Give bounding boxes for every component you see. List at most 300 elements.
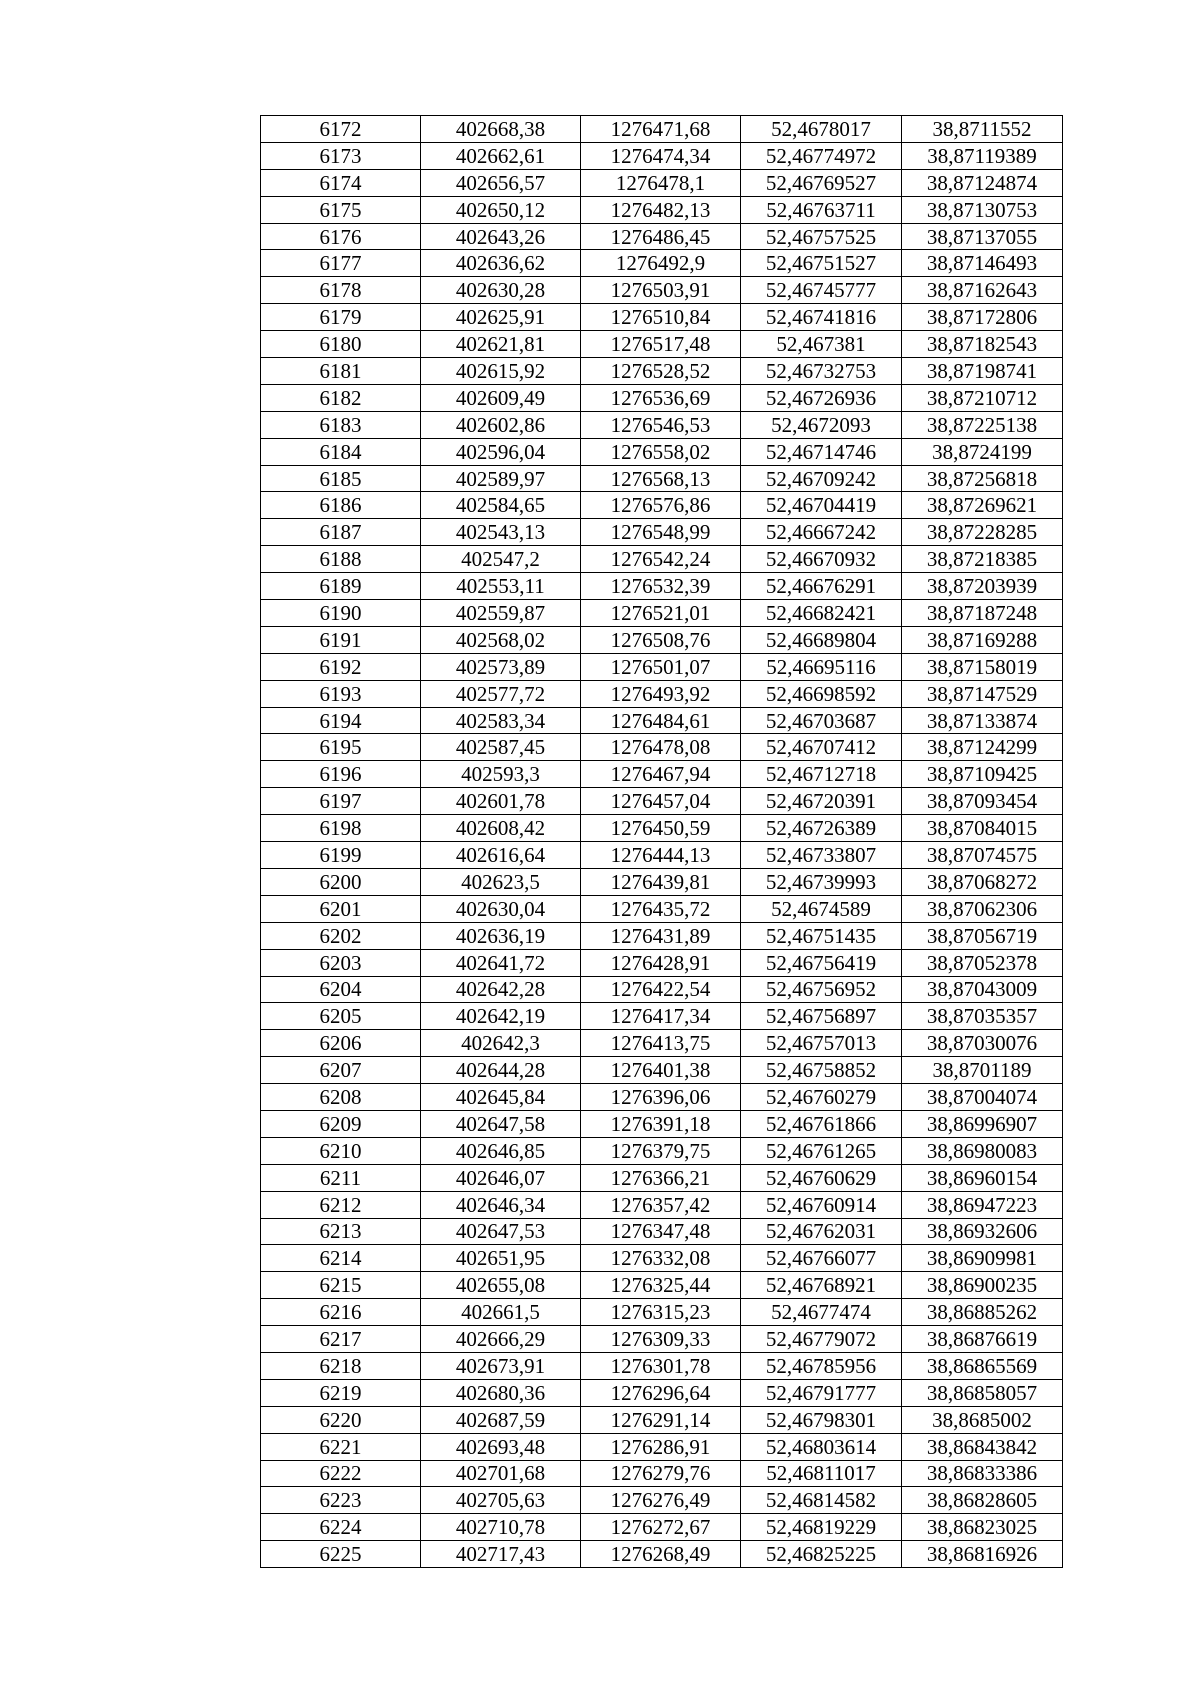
table-row xyxy=(261,1218,1063,1245)
x-coordinate-cell: 402543,13 xyxy=(421,519,581,546)
y-coordinate-cell: 1276503,91 xyxy=(581,277,741,304)
latitude-cell: 52,46758852 xyxy=(741,1057,902,1084)
x-coordinate-cell: 402602,86 xyxy=(421,411,581,438)
coordinates-table-body xyxy=(261,116,1063,1568)
point-number-cell: 6175 xyxy=(261,196,421,223)
y-coordinate-cell: 1276532,39 xyxy=(581,573,741,600)
table-row xyxy=(261,976,1063,1003)
longitude-cell: 38,87052378 xyxy=(902,949,1063,976)
latitude-cell: 52,46766077 xyxy=(741,1245,902,1272)
longitude-cell: 38,87130753 xyxy=(902,196,1063,223)
point-number-cell: 6179 xyxy=(261,304,421,331)
point-number-cell: 6224 xyxy=(261,1514,421,1541)
latitude-cell: 52,46760629 xyxy=(741,1164,902,1191)
y-coordinate-cell: 1276501,07 xyxy=(581,653,741,680)
point-number-cell: 6213 xyxy=(261,1218,421,1245)
latitude-cell: 52,46714746 xyxy=(741,438,902,465)
longitude-cell: 38,87198741 xyxy=(902,358,1063,385)
y-coordinate-cell: 1276439,81 xyxy=(581,868,741,895)
point-number-cell: 6188 xyxy=(261,546,421,573)
longitude-cell: 38,87068272 xyxy=(902,868,1063,895)
latitude-cell: 52,46704419 xyxy=(741,492,902,519)
table-row xyxy=(261,1379,1063,1406)
table-row xyxy=(261,949,1063,976)
point-number-cell: 6204 xyxy=(261,976,421,1003)
latitude-cell: 52,46768921 xyxy=(741,1272,902,1299)
x-coordinate-cell: 402547,2 xyxy=(421,546,581,573)
x-coordinate-cell: 402568,02 xyxy=(421,626,581,653)
y-coordinate-cell: 1276379,75 xyxy=(581,1137,741,1164)
y-coordinate-cell: 1276272,67 xyxy=(581,1514,741,1541)
x-coordinate-cell: 402655,08 xyxy=(421,1272,581,1299)
y-coordinate-cell: 1276478,1 xyxy=(581,169,741,196)
latitude-cell: 52,46757013 xyxy=(741,1030,902,1057)
point-number-cell: 6203 xyxy=(261,949,421,976)
point-number-cell: 6182 xyxy=(261,384,421,411)
longitude-cell: 38,87158019 xyxy=(902,653,1063,680)
longitude-cell: 38,87133874 xyxy=(902,707,1063,734)
longitude-cell: 38,87043009 xyxy=(902,976,1063,1003)
point-number-cell: 6225 xyxy=(261,1541,421,1568)
y-coordinate-cell: 1276576,86 xyxy=(581,492,741,519)
x-coordinate-cell: 402680,36 xyxy=(421,1379,581,1406)
table-row xyxy=(261,1433,1063,1460)
x-coordinate-cell: 402642,19 xyxy=(421,1003,581,1030)
point-number-cell: 6174 xyxy=(261,169,421,196)
y-coordinate-cell: 1276546,53 xyxy=(581,411,741,438)
table-row xyxy=(261,1541,1063,1568)
y-coordinate-cell: 1276568,13 xyxy=(581,465,741,492)
x-coordinate-cell: 402587,45 xyxy=(421,734,581,761)
point-number-cell: 6217 xyxy=(261,1326,421,1353)
latitude-cell: 52,46762031 xyxy=(741,1218,902,1245)
point-number-cell: 6223 xyxy=(261,1487,421,1514)
latitude-cell: 52,46689804 xyxy=(741,626,902,653)
longitude-cell: 38,87109425 xyxy=(902,761,1063,788)
latitude-cell: 52,46703687 xyxy=(741,707,902,734)
point-number-cell: 6193 xyxy=(261,680,421,707)
table-row xyxy=(261,1299,1063,1326)
y-coordinate-cell: 1276492,9 xyxy=(581,250,741,277)
longitude-cell: 38,86828605 xyxy=(902,1487,1063,1514)
latitude-cell: 52,46779072 xyxy=(741,1326,902,1353)
latitude-cell: 52,46756419 xyxy=(741,949,902,976)
longitude-cell: 38,87119389 xyxy=(902,142,1063,169)
table-row xyxy=(261,600,1063,627)
latitude-cell: 52,46791777 xyxy=(741,1379,902,1406)
table-row xyxy=(261,626,1063,653)
y-coordinate-cell: 1276396,06 xyxy=(581,1084,741,1111)
table-row xyxy=(261,358,1063,385)
y-coordinate-cell: 1276542,24 xyxy=(581,546,741,573)
x-coordinate-cell: 402646,07 xyxy=(421,1164,581,1191)
x-coordinate-cell: 402701,68 xyxy=(421,1460,581,1487)
longitude-cell: 38,87137055 xyxy=(902,223,1063,250)
latitude-cell: 52,4677474 xyxy=(741,1299,902,1326)
point-number-cell: 6215 xyxy=(261,1272,421,1299)
x-coordinate-cell: 402646,34 xyxy=(421,1191,581,1218)
point-number-cell: 6221 xyxy=(261,1433,421,1460)
x-coordinate-cell: 402559,87 xyxy=(421,600,581,627)
x-coordinate-cell: 402650,12 xyxy=(421,196,581,223)
longitude-cell: 38,86996907 xyxy=(902,1110,1063,1137)
y-coordinate-cell: 1276291,14 xyxy=(581,1406,741,1433)
point-number-cell: 6173 xyxy=(261,142,421,169)
point-number-cell: 6176 xyxy=(261,223,421,250)
y-coordinate-cell: 1276301,78 xyxy=(581,1352,741,1379)
y-coordinate-cell: 1276417,34 xyxy=(581,1003,741,1030)
x-coordinate-cell: 402642,28 xyxy=(421,976,581,1003)
x-coordinate-cell: 402647,53 xyxy=(421,1218,581,1245)
y-coordinate-cell: 1276279,76 xyxy=(581,1460,741,1487)
table-row xyxy=(261,1030,1063,1057)
longitude-cell: 38,86858057 xyxy=(902,1379,1063,1406)
latitude-cell: 52,46761265 xyxy=(741,1137,902,1164)
point-number-cell: 6211 xyxy=(261,1164,421,1191)
table-row xyxy=(261,1110,1063,1137)
x-coordinate-cell: 402641,72 xyxy=(421,949,581,976)
y-coordinate-cell: 1276435,72 xyxy=(581,895,741,922)
table-row xyxy=(261,788,1063,815)
point-number-cell: 6212 xyxy=(261,1191,421,1218)
x-coordinate-cell: 402636,62 xyxy=(421,250,581,277)
table-row xyxy=(261,384,1063,411)
longitude-cell: 38,87162643 xyxy=(902,277,1063,304)
longitude-cell: 38,87169288 xyxy=(902,626,1063,653)
table-row xyxy=(261,250,1063,277)
table-row xyxy=(261,142,1063,169)
point-number-cell: 6172 xyxy=(261,116,421,143)
table-row xyxy=(261,116,1063,143)
x-coordinate-cell: 402609,49 xyxy=(421,384,581,411)
latitude-cell: 52,46757525 xyxy=(741,223,902,250)
point-number-cell: 6183 xyxy=(261,411,421,438)
point-number-cell: 6180 xyxy=(261,331,421,358)
y-coordinate-cell: 1276558,02 xyxy=(581,438,741,465)
longitude-cell: 38,8711552 xyxy=(902,116,1063,143)
point-number-cell: 6200 xyxy=(261,868,421,895)
longitude-cell: 38,87182543 xyxy=(902,331,1063,358)
latitude-cell: 52,46774972 xyxy=(741,142,902,169)
table-row xyxy=(261,1191,1063,1218)
longitude-cell: 38,86865569 xyxy=(902,1352,1063,1379)
y-coordinate-cell: 1276467,94 xyxy=(581,761,741,788)
table-row xyxy=(261,573,1063,600)
point-number-cell: 6190 xyxy=(261,600,421,627)
x-coordinate-cell: 402608,42 xyxy=(421,815,581,842)
longitude-cell: 38,87062306 xyxy=(902,895,1063,922)
latitude-cell: 52,46751527 xyxy=(741,250,902,277)
latitude-cell: 52,46709242 xyxy=(741,465,902,492)
table-row xyxy=(261,331,1063,358)
latitude-cell: 52,46751435 xyxy=(741,922,902,949)
longitude-cell: 38,86900235 xyxy=(902,1272,1063,1299)
table-row xyxy=(261,734,1063,761)
table-row xyxy=(261,1057,1063,1084)
longitude-cell: 38,87004074 xyxy=(902,1084,1063,1111)
x-coordinate-cell: 402584,65 xyxy=(421,492,581,519)
longitude-cell: 38,86932606 xyxy=(902,1218,1063,1245)
point-number-cell: 6202 xyxy=(261,922,421,949)
y-coordinate-cell: 1276444,13 xyxy=(581,842,741,869)
point-number-cell: 6214 xyxy=(261,1245,421,1272)
y-coordinate-cell: 1276286,91 xyxy=(581,1433,741,1460)
point-number-cell: 6220 xyxy=(261,1406,421,1433)
table-row xyxy=(261,680,1063,707)
point-number-cell: 6195 xyxy=(261,734,421,761)
point-number-cell: 6194 xyxy=(261,707,421,734)
longitude-cell: 38,87146493 xyxy=(902,250,1063,277)
latitude-cell: 52,46670932 xyxy=(741,546,902,573)
y-coordinate-cell: 1276478,08 xyxy=(581,734,741,761)
x-coordinate-cell: 402646,85 xyxy=(421,1137,581,1164)
x-coordinate-cell: 402621,81 xyxy=(421,331,581,358)
longitude-cell: 38,86833386 xyxy=(902,1460,1063,1487)
latitude-cell: 52,46760279 xyxy=(741,1084,902,1111)
longitude-cell: 38,87172806 xyxy=(902,304,1063,331)
y-coordinate-cell: 1276536,69 xyxy=(581,384,741,411)
x-coordinate-cell: 402656,57 xyxy=(421,169,581,196)
y-coordinate-cell: 1276484,61 xyxy=(581,707,741,734)
point-number-cell: 6205 xyxy=(261,1003,421,1030)
table-row xyxy=(261,1352,1063,1379)
y-coordinate-cell: 1276517,48 xyxy=(581,331,741,358)
latitude-cell: 52,46695116 xyxy=(741,653,902,680)
longitude-cell: 38,8724199 xyxy=(902,438,1063,465)
table-row xyxy=(261,492,1063,519)
point-number-cell: 6196 xyxy=(261,761,421,788)
longitude-cell: 38,86947223 xyxy=(902,1191,1063,1218)
longitude-cell: 38,87210712 xyxy=(902,384,1063,411)
y-coordinate-cell: 1276431,89 xyxy=(581,922,741,949)
y-coordinate-cell: 1276309,33 xyxy=(581,1326,741,1353)
x-coordinate-cell: 402644,28 xyxy=(421,1057,581,1084)
point-number-cell: 6198 xyxy=(261,815,421,842)
latitude-cell: 52,4674589 xyxy=(741,895,902,922)
longitude-cell: 38,8701189 xyxy=(902,1057,1063,1084)
y-coordinate-cell: 1276457,04 xyxy=(581,788,741,815)
point-number-cell: 6201 xyxy=(261,895,421,922)
point-number-cell: 6184 xyxy=(261,438,421,465)
longitude-cell: 38,86823025 xyxy=(902,1514,1063,1541)
longitude-cell: 38,86960154 xyxy=(902,1164,1063,1191)
y-coordinate-cell: 1276521,01 xyxy=(581,600,741,627)
x-coordinate-cell: 402601,78 xyxy=(421,788,581,815)
latitude-cell: 52,46756897 xyxy=(741,1003,902,1030)
latitude-cell: 52,46733807 xyxy=(741,842,902,869)
point-number-cell: 6216 xyxy=(261,1299,421,1326)
x-coordinate-cell: 402593,3 xyxy=(421,761,581,788)
latitude-cell: 52,46698592 xyxy=(741,680,902,707)
table-row xyxy=(261,1487,1063,1514)
x-coordinate-cell: 402615,92 xyxy=(421,358,581,385)
table-row xyxy=(261,304,1063,331)
x-coordinate-cell: 402577,72 xyxy=(421,680,581,707)
x-coordinate-cell: 402662,61 xyxy=(421,142,581,169)
y-coordinate-cell: 1276493,92 xyxy=(581,680,741,707)
table-row xyxy=(261,1406,1063,1433)
x-coordinate-cell: 402666,29 xyxy=(421,1326,581,1353)
x-coordinate-cell: 402673,91 xyxy=(421,1352,581,1379)
point-number-cell: 6222 xyxy=(261,1460,421,1487)
table-row xyxy=(261,707,1063,734)
table-row xyxy=(261,411,1063,438)
point-number-cell: 6197 xyxy=(261,788,421,815)
y-coordinate-cell: 1276548,99 xyxy=(581,519,741,546)
latitude-cell: 52,46726389 xyxy=(741,815,902,842)
y-coordinate-cell: 1276471,68 xyxy=(581,116,741,143)
point-number-cell: 6189 xyxy=(261,573,421,600)
table-row xyxy=(261,1514,1063,1541)
point-number-cell: 6177 xyxy=(261,250,421,277)
x-coordinate-cell: 402705,63 xyxy=(421,1487,581,1514)
longitude-cell: 38,87124299 xyxy=(902,734,1063,761)
longitude-cell: 38,87056719 xyxy=(902,922,1063,949)
longitude-cell: 38,87074575 xyxy=(902,842,1063,869)
table-row xyxy=(261,868,1063,895)
latitude-cell: 52,4672093 xyxy=(741,411,902,438)
y-coordinate-cell: 1276510,84 xyxy=(581,304,741,331)
point-number-cell: 6187 xyxy=(261,519,421,546)
latitude-cell: 52,46720391 xyxy=(741,788,902,815)
table-row xyxy=(261,438,1063,465)
longitude-cell: 38,8685002 xyxy=(902,1406,1063,1433)
x-coordinate-cell: 402625,91 xyxy=(421,304,581,331)
point-number-cell: 6219 xyxy=(261,1379,421,1406)
table-row xyxy=(261,1326,1063,1353)
latitude-cell: 52,46667242 xyxy=(741,519,902,546)
latitude-cell: 52,46819229 xyxy=(741,1514,902,1541)
x-coordinate-cell: 402710,78 xyxy=(421,1514,581,1541)
table-row xyxy=(261,761,1063,788)
point-number-cell: 6218 xyxy=(261,1352,421,1379)
latitude-cell: 52,46803614 xyxy=(741,1433,902,1460)
x-coordinate-cell: 402651,95 xyxy=(421,1245,581,1272)
point-number-cell: 6186 xyxy=(261,492,421,519)
y-coordinate-cell: 1276357,42 xyxy=(581,1191,741,1218)
x-coordinate-cell: 402687,59 xyxy=(421,1406,581,1433)
y-coordinate-cell: 1276422,54 xyxy=(581,976,741,1003)
y-coordinate-cell: 1276347,48 xyxy=(581,1218,741,1245)
y-coordinate-cell: 1276428,91 xyxy=(581,949,741,976)
latitude-cell: 52,46763711 xyxy=(741,196,902,223)
latitude-cell: 52,46732753 xyxy=(741,358,902,385)
x-coordinate-cell: 402661,5 xyxy=(421,1299,581,1326)
latitude-cell: 52,46798301 xyxy=(741,1406,902,1433)
y-coordinate-cell: 1276332,08 xyxy=(581,1245,741,1272)
table-row xyxy=(261,922,1063,949)
latitude-cell: 52,46682421 xyxy=(741,600,902,627)
longitude-cell: 38,86843842 xyxy=(902,1433,1063,1460)
latitude-cell: 52,46825225 xyxy=(741,1541,902,1568)
y-coordinate-cell: 1276413,75 xyxy=(581,1030,741,1057)
longitude-cell: 38,87093454 xyxy=(902,788,1063,815)
table-row xyxy=(261,815,1063,842)
point-number-cell: 6210 xyxy=(261,1137,421,1164)
x-coordinate-cell: 402717,43 xyxy=(421,1541,581,1568)
x-coordinate-cell: 402643,26 xyxy=(421,223,581,250)
table-row xyxy=(261,1460,1063,1487)
longitude-cell: 38,87084015 xyxy=(902,815,1063,842)
table-row xyxy=(261,223,1063,250)
point-number-cell: 6185 xyxy=(261,465,421,492)
x-coordinate-cell: 402589,97 xyxy=(421,465,581,492)
x-coordinate-cell: 402630,28 xyxy=(421,277,581,304)
latitude-cell: 52,46756952 xyxy=(741,976,902,1003)
y-coordinate-cell: 1276315,23 xyxy=(581,1299,741,1326)
latitude-cell: 52,46769527 xyxy=(741,169,902,196)
y-coordinate-cell: 1276401,38 xyxy=(581,1057,741,1084)
table-row xyxy=(261,169,1063,196)
x-coordinate-cell: 402623,5 xyxy=(421,868,581,895)
x-coordinate-cell: 402668,38 xyxy=(421,116,581,143)
latitude-cell: 52,467381 xyxy=(741,331,902,358)
x-coordinate-cell: 402596,04 xyxy=(421,438,581,465)
longitude-cell: 38,87147529 xyxy=(902,680,1063,707)
latitude-cell: 52,46726936 xyxy=(741,384,902,411)
x-coordinate-cell: 402583,34 xyxy=(421,707,581,734)
latitude-cell: 52,46811017 xyxy=(741,1460,902,1487)
x-coordinate-cell: 402642,3 xyxy=(421,1030,581,1057)
point-number-cell: 6207 xyxy=(261,1057,421,1084)
y-coordinate-cell: 1276325,44 xyxy=(581,1272,741,1299)
longitude-cell: 38,87035357 xyxy=(902,1003,1063,1030)
latitude-cell: 52,46741816 xyxy=(741,304,902,331)
longitude-cell: 38,87228285 xyxy=(902,519,1063,546)
latitude-cell: 52,46760914 xyxy=(741,1191,902,1218)
y-coordinate-cell: 1276486,45 xyxy=(581,223,741,250)
longitude-cell: 38,87269621 xyxy=(902,492,1063,519)
table-row xyxy=(261,1245,1063,1272)
longitude-cell: 38,87225138 xyxy=(902,411,1063,438)
longitude-cell: 38,87187248 xyxy=(902,600,1063,627)
table-row xyxy=(261,277,1063,304)
y-coordinate-cell: 1276474,34 xyxy=(581,142,741,169)
y-coordinate-cell: 1276450,59 xyxy=(581,815,741,842)
table-row xyxy=(261,1164,1063,1191)
point-number-cell: 6178 xyxy=(261,277,421,304)
y-coordinate-cell: 1276391,18 xyxy=(581,1110,741,1137)
point-number-cell: 6208 xyxy=(261,1084,421,1111)
x-coordinate-cell: 402616,64 xyxy=(421,842,581,869)
y-coordinate-cell: 1276366,21 xyxy=(581,1164,741,1191)
longitude-cell: 38,86980083 xyxy=(902,1137,1063,1164)
longitude-cell: 38,86909981 xyxy=(902,1245,1063,1272)
point-number-cell: 6206 xyxy=(261,1030,421,1057)
table-row xyxy=(261,1084,1063,1111)
latitude-cell: 52,46739993 xyxy=(741,868,902,895)
table-row xyxy=(261,196,1063,223)
longitude-cell: 38,87203939 xyxy=(902,573,1063,600)
y-coordinate-cell: 1276528,52 xyxy=(581,358,741,385)
x-coordinate-cell: 402553,11 xyxy=(421,573,581,600)
table-row xyxy=(261,895,1063,922)
longitude-cell: 38,87256818 xyxy=(902,465,1063,492)
latitude-cell: 52,46814582 xyxy=(741,1487,902,1514)
latitude-cell: 52,46745777 xyxy=(741,277,902,304)
y-coordinate-cell: 1276276,49 xyxy=(581,1487,741,1514)
x-coordinate-cell: 402693,48 xyxy=(421,1433,581,1460)
y-coordinate-cell: 1276482,13 xyxy=(581,196,741,223)
table-row xyxy=(261,842,1063,869)
longitude-cell: 38,87030076 xyxy=(902,1030,1063,1057)
y-coordinate-cell: 1276268,49 xyxy=(581,1541,741,1568)
x-coordinate-cell: 402573,89 xyxy=(421,653,581,680)
y-coordinate-cell: 1276296,64 xyxy=(581,1379,741,1406)
longitude-cell: 38,86816926 xyxy=(902,1541,1063,1568)
table-row xyxy=(261,546,1063,573)
point-number-cell: 6199 xyxy=(261,842,421,869)
